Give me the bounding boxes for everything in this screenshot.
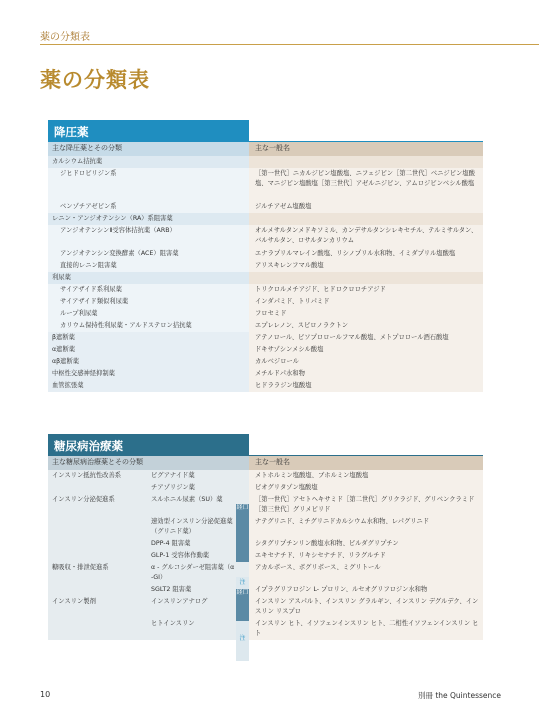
diabetes-col-left: 主な糖尿病治療薬とその分類 [48,456,249,470]
hypertension-row [48,356,483,368]
hypertension-row [48,380,483,392]
diabetes-row-class [48,482,249,494]
hypertension-row [48,260,483,272]
diabetes-row-class [48,516,249,538]
diabetes-row-generic-names: アカルボース、ボグリボース、ミグリトール [249,562,483,584]
hypertension-row [48,284,483,296]
diabetes-row-generic-names: インスリン ヒト、イソフェンインスリン ヒト、二相性イソフェンインスリン ヒト [249,618,483,640]
page-number: 10 [40,690,51,699]
diabetes-row-generic-names: ナテグリニド、ミチグリニドカルシウム水和物、レパグリニド [249,516,483,538]
diabetes-row [48,584,483,596]
diabetes-row [48,470,483,482]
diabetes-row-drug-class: チアゾリジン薬 [151,484,195,491]
hypertension-col-right: 主な一般名 [249,142,483,156]
hypertension-row-generic-names: オルメサルタンメドキソミル、カンデサルタンシレキセチル、テルミサルタン、バルサルタン、ロサルタンカリウム [249,225,483,248]
hypertension-row-class: カルシウム拮抗薬 [48,156,249,168]
hypertension-row-generic-names: ドキサゾシンメシル酸塩 [249,344,483,356]
hypertension-row [48,156,483,168]
hypertension-row [48,332,483,344]
hypertension-row [48,272,483,284]
running-head-rule [40,44,539,45]
hypertension-row [48,248,483,260]
diabetes-row-drug-class: 速効型インスリン分泌促進薬（グリニド薬） [151,518,233,535]
diabetes-row [48,482,483,494]
hypertension-row [48,344,483,356]
diabetes-row-class [48,550,249,562]
hypertension-row [48,201,483,213]
hypertension-row-class: 利尿薬 [48,272,249,284]
diabetes-row-class [48,494,249,516]
diabetes-row-category: インスリン分泌促進系 [52,496,115,503]
hypertension-row-generic-names: ヒドララジン塩酸塩 [249,380,483,392]
hypertension-row [48,168,483,201]
hypertension-row-class: サイアザイド類似利尿薬 [48,296,249,308]
diabetes-row-drug-class: GLP-1 受容体作動薬 [151,552,210,559]
diabetes-row-drug-class: インスリンアナログ [151,598,208,605]
diabetes-row-category: 糖吸収・排泄促進系 [52,564,109,571]
hypertension-row-class: αβ遮断薬 [48,356,249,368]
diabetes-row-generic-names: エキセナチド、リキシセナチド、リラグルチド [249,550,483,562]
oral-band-2-label: 経口 [236,589,249,596]
hypertension-row-generic-names: メチルドパ水和物 [249,368,483,380]
hypertension-row-class: アンジオテンシン変換酵素（ACE）阻害薬 [48,248,249,260]
hypertension-row-class: ジヒドロピリジン系 [48,168,249,201]
diabetes-row-class [48,584,249,596]
hypertension-row-class: α遮断薬 [48,344,249,356]
diabetes-row-generic-names: ピオグリタゾン塩酸塩 [249,482,483,494]
diabetes-row-generic-names: インスリン アスパルト、インスリン グラルギン、インスリン デグルデク、インスリン リスプロ [249,596,483,618]
hypertension-row-generic-names [249,156,483,168]
diabetes-row-generic-names: シタグリプチンリン酸塩水和物、ビルダグリプチン [249,538,483,550]
hypertension-table-body [48,156,483,392]
diabetes-section [48,434,483,640]
hypertension-row-class: レニン・アンジオテンシン（RA）系阻害薬 [48,213,249,225]
hypertension-row-class: カリウム保持性利尿薬・アルドステロン拮抗薬 [48,320,249,332]
diabetes-row-drug-class: ビグアナイド薬 [151,472,195,479]
diabetes-row-drug-class: ヒトインスリン [151,620,195,627]
hypertension-row [48,225,483,248]
diabetes-title: 糖尿病治療薬 [48,434,249,456]
hypertension-column-header [48,142,483,156]
injection-tag [236,577,249,589]
diabetes-row-class [48,538,249,550]
hypertension-row-generic-names: アリスキレンフマル酸塩 [249,260,483,272]
injection-tag-label: 注 [239,579,246,586]
diabetes-row-generic-names: イプラグリフロジン L- プロリン、ルセオグリフロジン水和物 [249,584,483,596]
injection-tag-2 [236,621,249,661]
diabetes-column-header [48,456,483,470]
diabetes-row [48,516,483,538]
diabetes-row [48,596,483,618]
hypertension-row-generic-names: ［第一世代］ニカルジピン塩酸塩、ニフェジピン［第二世代］ベニジピン塩酸塩、マニジピン塩酸塩［第三世代］アゼルニジピン、アムロジピンベシル酸塩 [249,168,483,201]
running-head [0,24,539,46]
diabetes-row-generic-names: ［第一世代］アセトヘキサミド［第二世代］グリクラジド、グリベンクラミド［第三世代］グリメピリド [249,494,483,516]
diabetes-row-class [48,470,249,482]
hypertension-header [48,120,483,142]
hypertension-row [48,213,483,225]
running-head-label: 薬の分類表 [40,32,90,43]
hypertension-row-generic-names [249,213,483,225]
diabetes-row [48,618,483,640]
diabetes-row-generic-names: メトホルミン塩酸塩、ブホルミン塩酸塩 [249,470,483,482]
hypertension-section [48,120,483,392]
hypertension-row-generic-names: インダパミド、トリパミド [249,296,483,308]
diabetes-row-category: インスリン製剤 [52,598,96,605]
diabetes-row-class [48,562,249,584]
diabetes-row-drug-class: DPP-4 阻害薬 [151,540,191,547]
diabetes-header [48,434,483,456]
diabetes-row-class [48,618,249,640]
hypertension-row-generic-names: エナラプリルマレイン酸塩、リシノプリル水和物、イミダプリル塩酸塩 [249,248,483,260]
page-title: 薬の分類表 [40,68,150,92]
hypertension-row [48,320,483,332]
hypertension-col-left: 主な降圧薬とその分類 [48,142,249,156]
hypertension-row [48,296,483,308]
hypertension-row-class: ループ利尿薬 [48,308,249,320]
hypertension-row-class: β遮断薬 [48,332,249,344]
hypertension-row [48,368,483,380]
injection-tag-2-label: 注 [239,635,246,642]
oral-band-2 [236,589,249,621]
diabetes-row-drug-class: α - グルコシダーゼ阻害薬（α -GI） [151,564,235,581]
diabetes-row [48,494,483,516]
hypertension-row-generic-names: エプレレノン、スピロノラクトン [249,320,483,332]
hypertension-row-class: 直接的レニン阻害薬 [48,260,249,272]
diabetes-row-class [48,596,249,618]
hypertension-title: 降圧薬 [48,120,249,142]
hypertension-row-class: 中枢性交感神経抑制薬 [48,368,249,380]
hypertension-row-generic-names: アテノロール、ビソプロロールフマル酸塩、メトプロロール酒石酸塩 [249,332,483,344]
diabetes-row [48,538,483,550]
hypertension-row-generic-names: カルベジロール [249,356,483,368]
hypertension-row-generic-names: トリクロルメチアジド、ヒドロクロロチアジド [249,284,483,296]
diabetes-row-category: インスリン抵抗性改善系 [52,472,122,479]
oral-band-label: 経口 [236,504,249,511]
hypertension-row-generic-names: フロセミド [249,308,483,320]
oral-band [236,504,249,562]
hypertension-row-generic-names [249,272,483,284]
diabetes-row [48,550,483,562]
diabetes-table-body [48,470,483,640]
diabetes-row-drug-class: SGLT2 阻害薬 [151,586,192,593]
hypertension-row-class: アンジオテンシンⅡ受容体拮抗薬（ARB） [48,225,249,248]
hypertension-row-class: 血管拡張薬 [48,380,249,392]
hypertension-row [48,308,483,320]
footer-source: 別冊 the Quintessence [417,691,501,700]
hypertension-row-generic-names: ジルチアゼム塩酸塩 [249,201,483,213]
diabetes-col-right: 主な一般名 [249,456,483,470]
hypertension-row-class: サイアザイド系利尿薬 [48,284,249,296]
diabetes-row-drug-class: スルホニル尿素（SU）薬 [151,496,223,503]
hypertension-row-class: ベンゾチアゼピン系 [48,201,249,213]
diabetes-row [48,562,483,584]
